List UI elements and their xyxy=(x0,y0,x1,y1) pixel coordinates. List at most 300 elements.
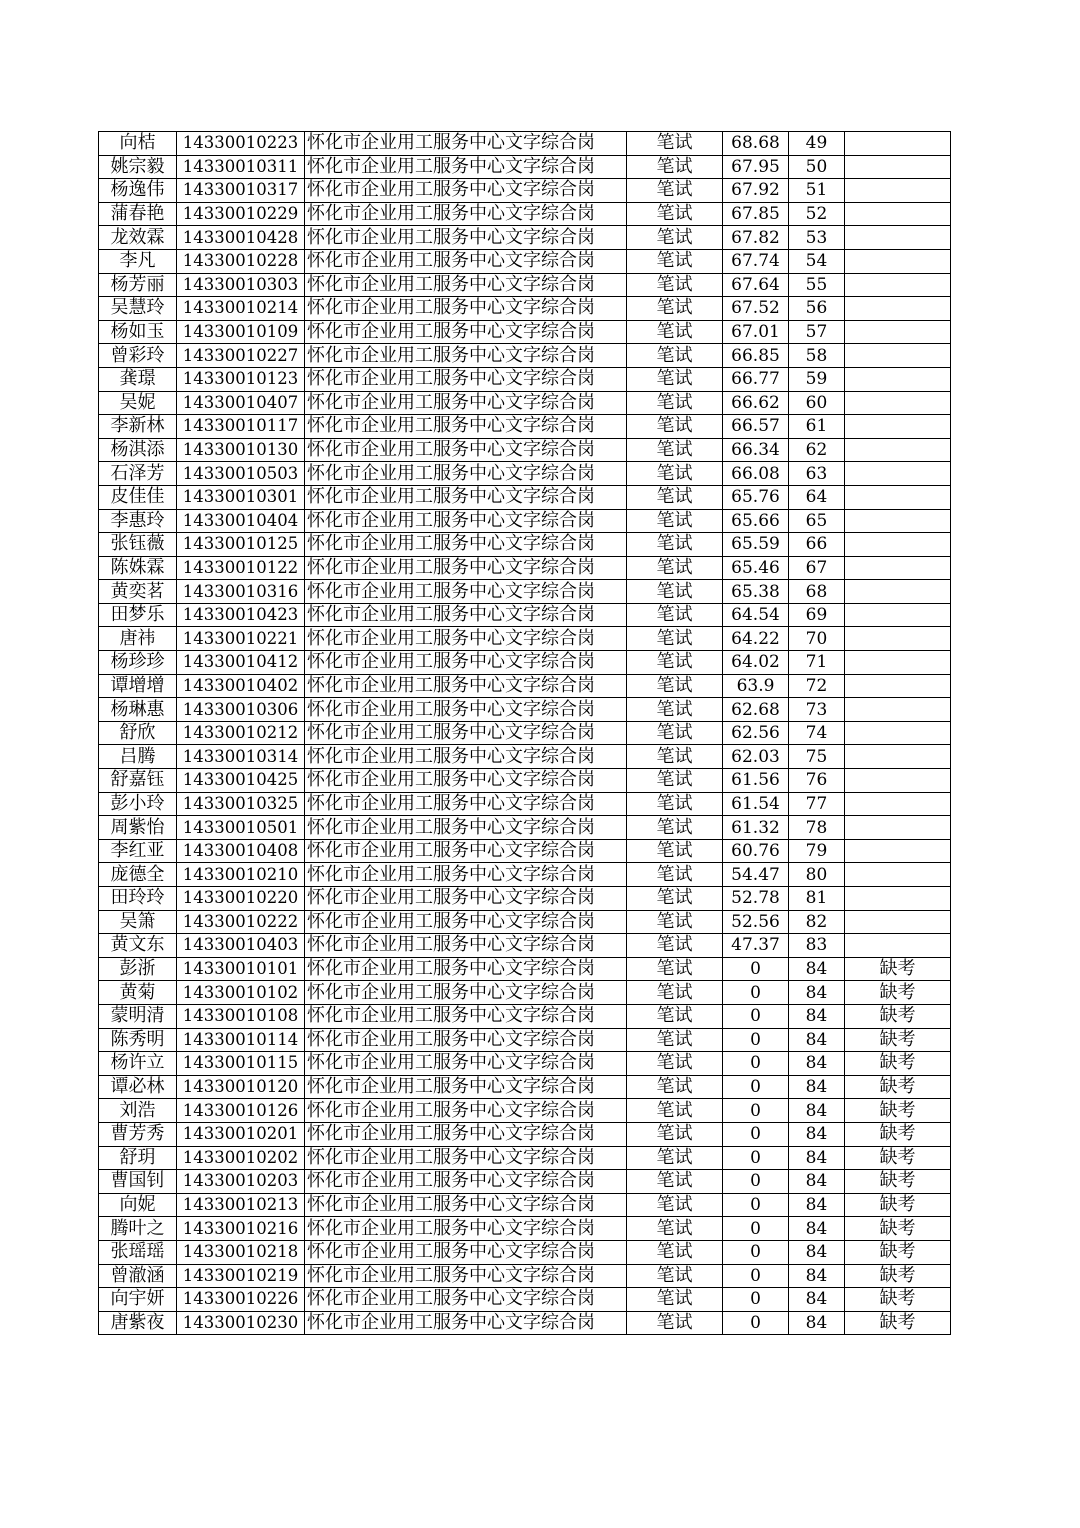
rank-cell: 73 xyxy=(789,698,845,722)
candidate-name-cell: 杨逸伟 xyxy=(99,179,177,203)
candidate-name-cell: 杨琳惠 xyxy=(99,698,177,722)
score-cell: 67.85 xyxy=(723,202,789,226)
exam-type-cell: 笔试 xyxy=(627,1193,723,1217)
position-cell: 怀化市企业用工服务中心文字综合岗 xyxy=(305,1288,627,1312)
ticket-number-cell: 14330010407 xyxy=(177,391,305,415)
ticket-number-cell: 14330010218 xyxy=(177,1240,305,1264)
ticket-number-cell: 14330010317 xyxy=(177,179,305,203)
candidate-name-cell: 唐紫夜 xyxy=(99,1311,177,1335)
exam-type-cell: 笔试 xyxy=(627,1146,723,1170)
exam-type-cell: 笔试 xyxy=(627,957,723,981)
table-row xyxy=(99,415,951,439)
exam-type-cell: 笔试 xyxy=(627,297,723,321)
score-cell: 66.62 xyxy=(723,391,789,415)
remark-cell: 缺考 xyxy=(845,1004,951,1028)
rank-cell: 82 xyxy=(789,910,845,934)
position-cell: 怀化市企业用工服务中心文字综合岗 xyxy=(305,485,627,509)
remark-cell xyxy=(845,509,951,533)
rank-cell: 49 xyxy=(789,132,845,156)
score-cell: 0 xyxy=(723,1004,789,1028)
exam-type-cell: 笔试 xyxy=(627,438,723,462)
exam-type-cell: 笔试 xyxy=(627,863,723,887)
rank-cell: 84 xyxy=(789,1240,845,1264)
position-cell: 怀化市企业用工服务中心文字综合岗 xyxy=(305,249,627,273)
table-row xyxy=(99,485,951,509)
position-cell: 怀化市企业用工服务中心文字综合岗 xyxy=(305,1217,627,1241)
score-cell: 0 xyxy=(723,1122,789,1146)
score-cell: 66.08 xyxy=(723,462,789,486)
score-cell: 0 xyxy=(723,1099,789,1123)
table-row xyxy=(99,580,951,604)
score-cell: 47.37 xyxy=(723,934,789,958)
remark-cell xyxy=(845,367,951,391)
score-cell: 65.66 xyxy=(723,509,789,533)
exam-type-cell: 笔试 xyxy=(627,367,723,391)
table-row xyxy=(99,957,951,981)
table-row xyxy=(99,462,951,486)
table-row xyxy=(99,769,951,793)
remark-cell: 缺考 xyxy=(845,1146,951,1170)
candidate-name-cell: 吴箫 xyxy=(99,910,177,934)
table-row xyxy=(99,934,951,958)
ticket-number-cell: 14330010425 xyxy=(177,769,305,793)
score-cell: 66.77 xyxy=(723,367,789,391)
remark-cell xyxy=(845,580,951,604)
exam-type-cell: 笔试 xyxy=(627,1311,723,1335)
score-cell: 61.54 xyxy=(723,792,789,816)
ticket-number-cell: 14330010230 xyxy=(177,1311,305,1335)
table-row xyxy=(99,132,951,156)
remark-cell xyxy=(845,415,951,439)
candidate-name-cell: 曾澈涵 xyxy=(99,1264,177,1288)
remark-cell xyxy=(845,273,951,297)
remark-cell: 缺考 xyxy=(845,1264,951,1288)
rank-cell: 54 xyxy=(789,249,845,273)
remark-cell: 缺考 xyxy=(845,1217,951,1241)
ticket-number-cell: 14330010228 xyxy=(177,249,305,273)
position-cell: 怀化市企业用工服务中心文字综合岗 xyxy=(305,1264,627,1288)
exam-type-cell: 笔试 xyxy=(627,1028,723,1052)
exam-type-cell: 笔试 xyxy=(627,1122,723,1146)
exam-type-cell: 笔试 xyxy=(627,910,723,934)
score-cell: 65.46 xyxy=(723,556,789,580)
score-cell: 61.56 xyxy=(723,769,789,793)
candidate-name-cell: 田玲玲 xyxy=(99,887,177,911)
ticket-number-cell: 14330010125 xyxy=(177,533,305,557)
rank-cell: 84 xyxy=(789,1311,845,1335)
position-cell: 怀化市企业用工服务中心文字综合岗 xyxy=(305,1075,627,1099)
candidate-name-cell: 黄奕茗 xyxy=(99,580,177,604)
position-cell: 怀化市企业用工服务中心文字综合岗 xyxy=(305,603,627,627)
score-cell: 68.68 xyxy=(723,132,789,156)
score-cell: 60.76 xyxy=(723,839,789,863)
table-row xyxy=(99,391,951,415)
rank-cell: 74 xyxy=(789,721,845,745)
rank-cell: 55 xyxy=(789,273,845,297)
ticket-number-cell: 14330010227 xyxy=(177,344,305,368)
ticket-number-cell: 14330010314 xyxy=(177,745,305,769)
rank-cell: 57 xyxy=(789,320,845,344)
score-cell: 0 xyxy=(723,1311,789,1335)
remark-cell xyxy=(845,344,951,368)
score-cell: 0 xyxy=(723,1193,789,1217)
position-cell: 怀化市企业用工服务中心文字综合岗 xyxy=(305,438,627,462)
table-row xyxy=(99,1146,951,1170)
candidate-name-cell: 曾彩玲 xyxy=(99,344,177,368)
table-row xyxy=(99,179,951,203)
rank-cell: 78 xyxy=(789,816,845,840)
exam-type-cell: 笔试 xyxy=(627,1240,723,1264)
candidate-name-cell: 向妮 xyxy=(99,1193,177,1217)
exam-type-cell: 笔试 xyxy=(627,556,723,580)
exam-type-cell: 笔试 xyxy=(627,1075,723,1099)
remark-cell: 缺考 xyxy=(845,1288,951,1312)
ticket-number-cell: 14330010213 xyxy=(177,1193,305,1217)
score-cell: 0 xyxy=(723,1052,789,1076)
ticket-number-cell: 14330010114 xyxy=(177,1028,305,1052)
position-cell: 怀化市企业用工服务中心文字综合岗 xyxy=(305,344,627,368)
position-cell: 怀化市企业用工服务中心文字综合岗 xyxy=(305,415,627,439)
score-cell: 0 xyxy=(723,1170,789,1194)
candidate-name-cell: 田梦乐 xyxy=(99,603,177,627)
table-row xyxy=(99,698,951,722)
position-cell: 怀化市企业用工服务中心文字综合岗 xyxy=(305,957,627,981)
candidate-name-cell: 李红亚 xyxy=(99,839,177,863)
candidate-name-cell: 蒙明清 xyxy=(99,1004,177,1028)
score-cell: 67.52 xyxy=(723,297,789,321)
position-cell: 怀化市企业用工服务中心文字综合岗 xyxy=(305,981,627,1005)
score-cell: 65.76 xyxy=(723,485,789,509)
rank-cell: 64 xyxy=(789,485,845,509)
exam-type-cell: 笔试 xyxy=(627,1288,723,1312)
position-cell: 怀化市企业用工服务中心文字综合岗 xyxy=(305,651,627,675)
exam-type-cell: 笔试 xyxy=(627,792,723,816)
ticket-number-cell: 14330010220 xyxy=(177,887,305,911)
table-row xyxy=(99,910,951,934)
rank-cell: 53 xyxy=(789,226,845,250)
position-cell: 怀化市企业用工服务中心文字综合岗 xyxy=(305,887,627,911)
exam-type-cell: 笔试 xyxy=(627,580,723,604)
ticket-number-cell: 14330010412 xyxy=(177,651,305,675)
rank-cell: 58 xyxy=(789,344,845,368)
remark-cell xyxy=(845,226,951,250)
table-row xyxy=(99,155,951,179)
candidate-name-cell: 李新林 xyxy=(99,415,177,439)
table-row xyxy=(99,887,951,911)
candidate-name-cell: 吴慧玲 xyxy=(99,297,177,321)
table-row xyxy=(99,202,951,226)
candidate-name-cell: 腾叶之 xyxy=(99,1217,177,1241)
position-cell: 怀化市企业用工服务中心文字综合岗 xyxy=(305,533,627,557)
table-row xyxy=(99,603,951,627)
ticket-number-cell: 14330010109 xyxy=(177,320,305,344)
ticket-number-cell: 14330010120 xyxy=(177,1075,305,1099)
remark-cell xyxy=(845,792,951,816)
ticket-number-cell: 14330010301 xyxy=(177,485,305,509)
table-row xyxy=(99,297,951,321)
candidate-name-cell: 庞德全 xyxy=(99,863,177,887)
exam-type-cell: 笔试 xyxy=(627,674,723,698)
table-row xyxy=(99,1311,951,1335)
ticket-number-cell: 14330010325 xyxy=(177,792,305,816)
remark-cell: 缺考 xyxy=(845,1240,951,1264)
position-cell: 怀化市企业用工服务中心文字综合岗 xyxy=(305,1099,627,1123)
remark-cell xyxy=(845,627,951,651)
candidate-name-cell: 曹国钊 xyxy=(99,1170,177,1194)
table-row xyxy=(99,367,951,391)
exam-type-cell: 笔试 xyxy=(627,769,723,793)
exam-type-cell: 笔试 xyxy=(627,415,723,439)
exam-type-cell: 笔试 xyxy=(627,391,723,415)
table-row xyxy=(99,981,951,1005)
candidate-name-cell: 石泽芳 xyxy=(99,462,177,486)
table-row xyxy=(99,273,951,297)
position-cell: 怀化市企业用工服务中心文字综合岗 xyxy=(305,934,627,958)
position-cell: 怀化市企业用工服务中心文字综合岗 xyxy=(305,462,627,486)
rank-cell: 84 xyxy=(789,957,845,981)
exam-type-cell: 笔试 xyxy=(627,1052,723,1076)
score-cell: 65.38 xyxy=(723,580,789,604)
position-cell: 怀化市企业用工服务中心文字综合岗 xyxy=(305,320,627,344)
score-cell: 0 xyxy=(723,1028,789,1052)
ticket-number-cell: 14330010122 xyxy=(177,556,305,580)
rank-cell: 70 xyxy=(789,627,845,651)
remark-cell xyxy=(845,202,951,226)
rank-cell: 84 xyxy=(789,1004,845,1028)
table-row xyxy=(99,674,951,698)
ticket-number-cell: 14330010229 xyxy=(177,202,305,226)
position-cell: 怀化市企业用工服务中心文字综合岗 xyxy=(305,391,627,415)
ticket-number-cell: 14330010108 xyxy=(177,1004,305,1028)
ticket-number-cell: 14330010223 xyxy=(177,132,305,156)
remark-cell: 缺考 xyxy=(845,1193,951,1217)
exam-type-cell: 笔试 xyxy=(627,1217,723,1241)
score-cell: 52.78 xyxy=(723,887,789,911)
table-row xyxy=(99,1099,951,1123)
table-row xyxy=(99,1170,951,1194)
position-cell: 怀化市企业用工服务中心文字综合岗 xyxy=(305,1311,627,1335)
table-row xyxy=(99,1240,951,1264)
ticket-number-cell: 14330010408 xyxy=(177,839,305,863)
score-cell: 0 xyxy=(723,1075,789,1099)
score-cell: 62.68 xyxy=(723,698,789,722)
score-cell: 61.32 xyxy=(723,816,789,840)
position-cell: 怀化市企业用工服务中心文字综合岗 xyxy=(305,863,627,887)
remark-cell xyxy=(845,910,951,934)
position-cell: 怀化市企业用工服务中心文字综合岗 xyxy=(305,367,627,391)
candidate-name-cell: 舒玥 xyxy=(99,1146,177,1170)
remark-cell: 缺考 xyxy=(845,1170,951,1194)
remark-cell xyxy=(845,320,951,344)
rank-cell: 61 xyxy=(789,415,845,439)
position-cell: 怀化市企业用工服务中心文字综合岗 xyxy=(305,1193,627,1217)
score-cell: 67.01 xyxy=(723,320,789,344)
remark-cell xyxy=(845,651,951,675)
remark-cell xyxy=(845,698,951,722)
rank-cell: 71 xyxy=(789,651,845,675)
rank-cell: 84 xyxy=(789,1193,845,1217)
rank-cell: 76 xyxy=(789,769,845,793)
score-cell: 0 xyxy=(723,1264,789,1288)
table-row xyxy=(99,1122,951,1146)
score-cell: 67.64 xyxy=(723,273,789,297)
score-cell: 52.56 xyxy=(723,910,789,934)
candidate-name-cell: 龙效霖 xyxy=(99,226,177,250)
candidate-name-cell: 李凡 xyxy=(99,249,177,273)
candidate-name-cell: 张瑶瑶 xyxy=(99,1240,177,1264)
rank-cell: 77 xyxy=(789,792,845,816)
remark-cell xyxy=(845,603,951,627)
score-cell: 54.47 xyxy=(723,863,789,887)
remark-cell: 缺考 xyxy=(845,957,951,981)
position-cell: 怀化市企业用工服务中心文字综合岗 xyxy=(305,1146,627,1170)
candidate-name-cell: 陈秀明 xyxy=(99,1028,177,1052)
exam-type-cell: 笔试 xyxy=(627,249,723,273)
candidate-name-cell: 向桔 xyxy=(99,132,177,156)
table-row xyxy=(99,1004,951,1028)
exam-type-cell: 笔试 xyxy=(627,1004,723,1028)
table-row xyxy=(99,1217,951,1241)
score-cell: 65.59 xyxy=(723,533,789,557)
table-row xyxy=(99,533,951,557)
table-row xyxy=(99,1028,951,1052)
exam-type-cell: 笔试 xyxy=(627,226,723,250)
ticket-number-cell: 14330010316 xyxy=(177,580,305,604)
ticket-number-cell: 14330010226 xyxy=(177,1288,305,1312)
table-row xyxy=(99,721,951,745)
rank-cell: 84 xyxy=(789,1264,845,1288)
ticket-number-cell: 14330010102 xyxy=(177,981,305,1005)
remark-cell xyxy=(845,485,951,509)
exam-type-cell: 笔试 xyxy=(627,533,723,557)
table-row xyxy=(99,792,951,816)
position-cell: 怀化市企业用工服务中心文字综合岗 xyxy=(305,910,627,934)
rank-cell: 84 xyxy=(789,1288,845,1312)
position-cell: 怀化市企业用工服务中心文字综合岗 xyxy=(305,1122,627,1146)
candidate-name-cell: 陈姝霖 xyxy=(99,556,177,580)
ticket-number-cell: 14330010201 xyxy=(177,1122,305,1146)
rank-cell: 79 xyxy=(789,839,845,863)
exam-type-cell: 笔试 xyxy=(627,1264,723,1288)
exam-type-cell: 笔试 xyxy=(627,462,723,486)
exam-type-cell: 笔试 xyxy=(627,745,723,769)
candidate-name-cell: 舒欣 xyxy=(99,721,177,745)
candidate-name-cell: 李惠玲 xyxy=(99,509,177,533)
exam-type-cell: 笔试 xyxy=(627,698,723,722)
remark-cell xyxy=(845,132,951,156)
candidate-name-cell: 谭增增 xyxy=(99,674,177,698)
ticket-number-cell: 14330010219 xyxy=(177,1264,305,1288)
exam-type-cell: 笔试 xyxy=(627,1099,723,1123)
exam-type-cell: 笔试 xyxy=(627,651,723,675)
score-cell: 62.56 xyxy=(723,721,789,745)
remark-cell xyxy=(845,816,951,840)
rank-cell: 84 xyxy=(789,1170,845,1194)
table-row xyxy=(99,1075,951,1099)
score-cell: 0 xyxy=(723,957,789,981)
rank-cell: 84 xyxy=(789,1099,845,1123)
ticket-number-cell: 14330010214 xyxy=(177,297,305,321)
score-cell: 0 xyxy=(723,1240,789,1264)
table-row xyxy=(99,226,951,250)
rank-cell: 84 xyxy=(789,1122,845,1146)
ticket-number-cell: 14330010503 xyxy=(177,462,305,486)
remark-cell xyxy=(845,745,951,769)
ticket-number-cell: 14330010402 xyxy=(177,674,305,698)
score-cell: 64.02 xyxy=(723,651,789,675)
exam-type-cell: 笔试 xyxy=(627,344,723,368)
score-cell: 62.03 xyxy=(723,745,789,769)
rank-cell: 59 xyxy=(789,367,845,391)
candidate-name-cell: 张钰薇 xyxy=(99,533,177,557)
table-row xyxy=(99,745,951,769)
score-cell: 64.22 xyxy=(723,627,789,651)
position-cell: 怀化市企业用工服务中心文字综合岗 xyxy=(305,674,627,698)
position-cell: 怀化市企业用工服务中心文字综合岗 xyxy=(305,155,627,179)
table-row xyxy=(99,1193,951,1217)
ticket-number-cell: 14330010203 xyxy=(177,1170,305,1194)
ticket-number-cell: 14330010117 xyxy=(177,415,305,439)
candidate-name-cell: 杨许立 xyxy=(99,1052,177,1076)
table-row xyxy=(99,320,951,344)
ticket-number-cell: 14330010428 xyxy=(177,226,305,250)
exam-type-cell: 笔试 xyxy=(627,155,723,179)
ticket-number-cell: 14330010130 xyxy=(177,438,305,462)
rank-cell: 62 xyxy=(789,438,845,462)
remark-cell: 缺考 xyxy=(845,1122,951,1146)
remark-cell xyxy=(845,674,951,698)
rank-cell: 65 xyxy=(789,509,845,533)
exam-type-cell: 笔试 xyxy=(627,202,723,226)
rank-cell: 84 xyxy=(789,1028,845,1052)
ticket-number-cell: 14330010501 xyxy=(177,816,305,840)
score-cell: 0 xyxy=(723,981,789,1005)
candidate-name-cell: 姚宗毅 xyxy=(99,155,177,179)
position-cell: 怀化市企业用工服务中心文字综合岗 xyxy=(305,792,627,816)
position-cell: 怀化市企业用工服务中心文字综合岗 xyxy=(305,179,627,203)
remark-cell: 缺考 xyxy=(845,1028,951,1052)
position-cell: 怀化市企业用工服务中心文字综合岗 xyxy=(305,202,627,226)
rank-cell: 52 xyxy=(789,202,845,226)
score-cell: 63.9 xyxy=(723,674,789,698)
position-cell: 怀化市企业用工服务中心文字综合岗 xyxy=(305,627,627,651)
exam-type-cell: 笔试 xyxy=(627,320,723,344)
score-cell: 67.74 xyxy=(723,249,789,273)
remark-cell xyxy=(845,934,951,958)
table-row xyxy=(99,863,951,887)
remark-cell: 缺考 xyxy=(845,1311,951,1335)
rank-cell: 75 xyxy=(789,745,845,769)
candidate-name-cell: 唐祎 xyxy=(99,627,177,651)
position-cell: 怀化市企业用工服务中心文字综合岗 xyxy=(305,698,627,722)
rank-cell: 84 xyxy=(789,1052,845,1076)
candidate-name-cell: 彭小玲 xyxy=(99,792,177,816)
candidate-name-cell: 黄菊 xyxy=(99,981,177,1005)
table-row xyxy=(99,839,951,863)
candidate-name-cell: 龚璟 xyxy=(99,367,177,391)
score-cell: 67.92 xyxy=(723,179,789,203)
table-row xyxy=(99,1288,951,1312)
table-row xyxy=(99,249,951,273)
rank-cell: 84 xyxy=(789,981,845,1005)
remark-cell xyxy=(845,556,951,580)
ticket-number-cell: 14330010222 xyxy=(177,910,305,934)
remark-cell xyxy=(845,462,951,486)
candidate-name-cell: 刘浩 xyxy=(99,1099,177,1123)
table-row xyxy=(99,556,951,580)
candidate-name-cell: 黄文东 xyxy=(99,934,177,958)
table-row xyxy=(99,1264,951,1288)
